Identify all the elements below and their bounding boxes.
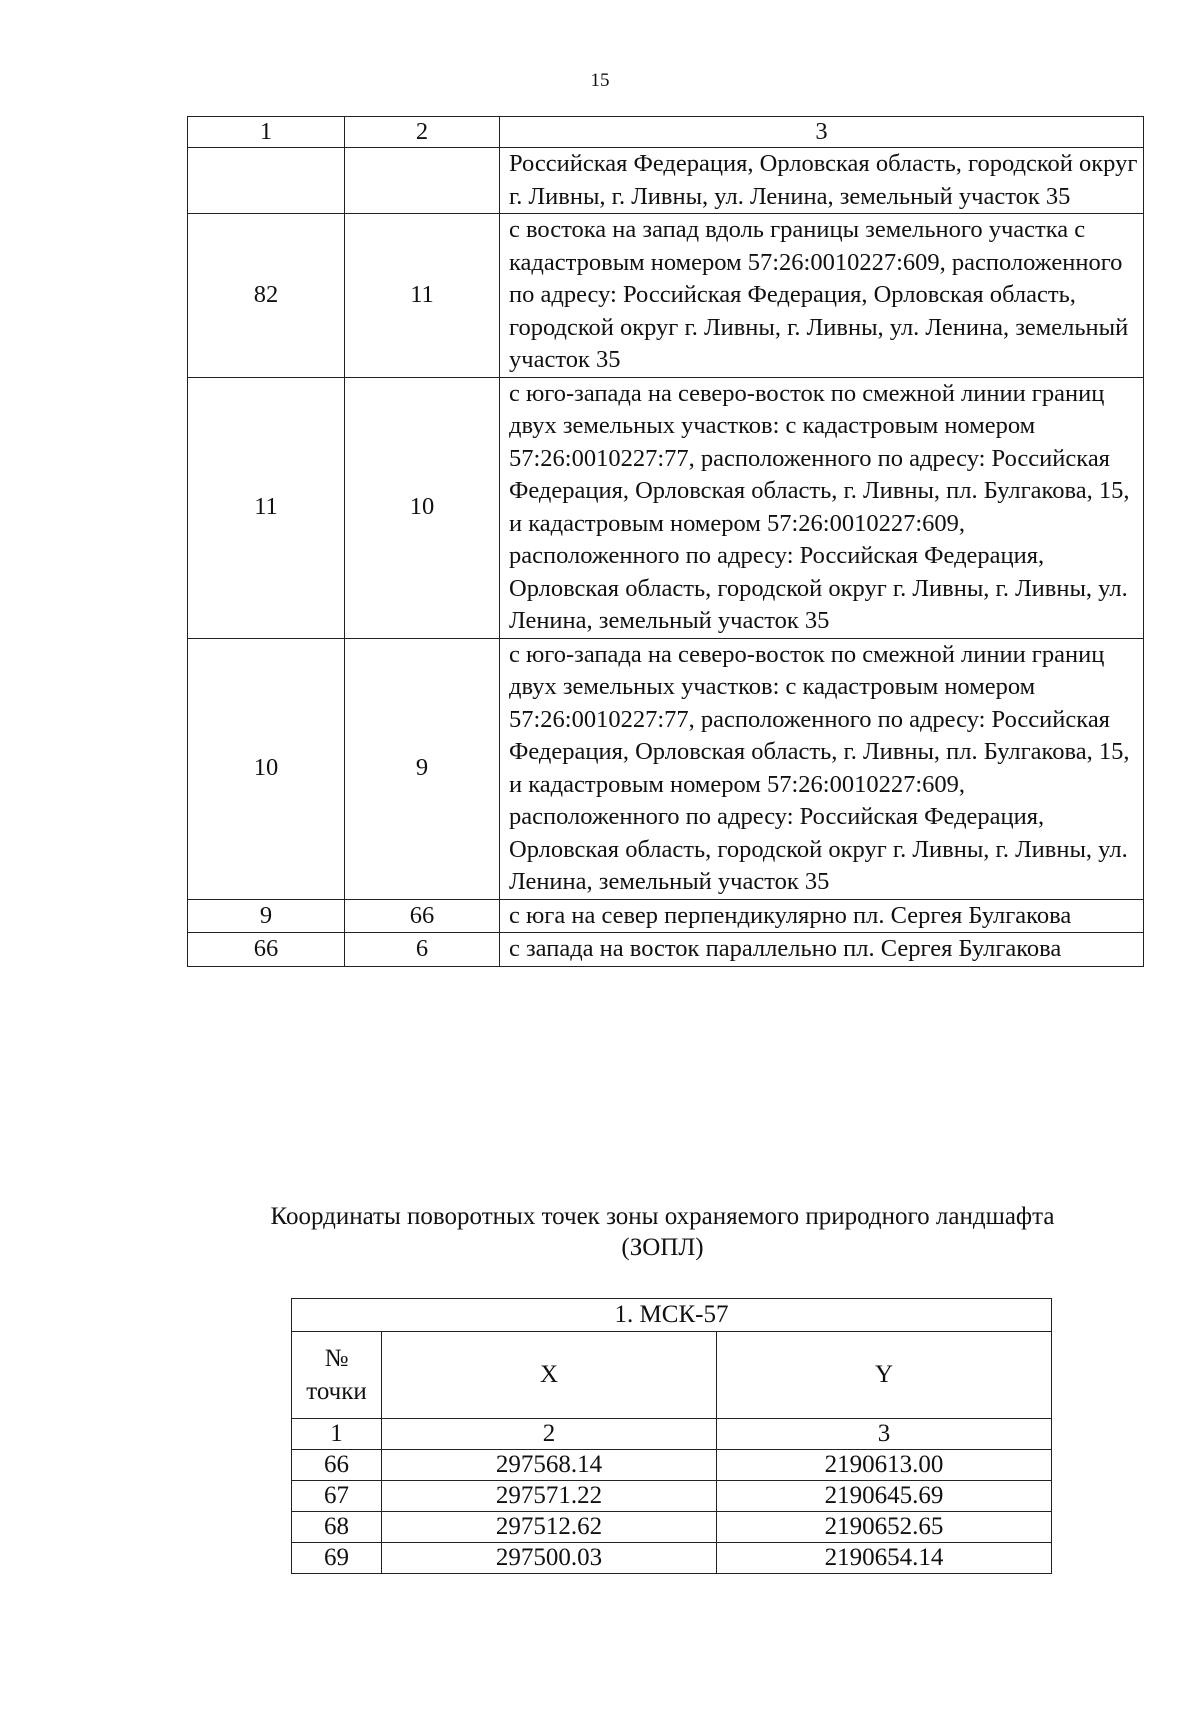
x-header: X <box>382 1332 717 1419</box>
table-row <box>188 377 1144 638</box>
to-point-cell: 11 <box>345 214 500 378</box>
x-coordinate-cell: 297500.03 <box>382 1543 717 1574</box>
column-index-2: 2 <box>345 117 500 148</box>
y-header: Y <box>717 1332 1052 1419</box>
point-number-cell: 66 <box>292 1450 382 1481</box>
table-row <box>292 1543 1052 1574</box>
page-number: 15 <box>590 70 610 91</box>
point-number-cell: 67 <box>292 1481 382 1512</box>
boundary-description-table <box>187 116 1144 967</box>
from-point-cell: 10 <box>188 638 345 899</box>
boundary-description-cell: с юго-запада на северо-восток по смежной линии границ двух земельных участков: с кадастровым номером 57:26:0010227:77, расположенного по адресу: Российская Федерация, Орловская область, г. Ливны, пл. Булгакова, 15, и кадастровым номером 57:26:0010227:609, расположенного по адресу: Российская Федерация, Орловская область, городской округ г. Ливны, г. Ливны, ул. Ленина, земельный участок 35 <box>500 377 1144 638</box>
column-index-1: 1 <box>188 117 345 148</box>
boundary-description-cell: с востока на запад вдоль границы земельного участка с кадастровым номером 57:26:0010227:609, расположенного по адресу: Российская Федерация, Орловская область, городской округ г. Ливны, г. Ливны, ул. Ленина, земельный участок 35 <box>500 214 1144 378</box>
coordinates-table <box>291 1298 1052 1574</box>
table-row <box>292 1512 1052 1543</box>
y-coordinate-cell: 2190652.65 <box>717 1512 1052 1543</box>
table-row <box>188 214 1144 378</box>
point-number-cell: 68 <box>292 1512 382 1543</box>
from-point-cell: 82 <box>188 214 345 378</box>
from-point-cell: 11 <box>188 377 345 638</box>
coordinate-system-row <box>292 1299 1052 1332</box>
y-coordinate-cell: 2190645.69 <box>717 1481 1052 1512</box>
table-row <box>292 1481 1052 1512</box>
point-label: точки <box>306 1378 367 1405</box>
from-point-cell: 9 <box>188 899 345 933</box>
table-row <box>188 933 1144 967</box>
y-coordinate-cell: 2190613.00 <box>717 1450 1052 1481</box>
column-index-1: 1 <box>292 1419 382 1450</box>
to-point-cell: 9 <box>345 638 500 899</box>
x-coordinate-cell: 297571.22 <box>382 1481 717 1512</box>
column-index-3: 3 <box>717 1419 1052 1450</box>
coordinate-system-label: 1. МСК-57 <box>292 1299 1052 1332</box>
from-point-cell: 66 <box>188 933 345 967</box>
y-coordinate-cell: 2190654.14 <box>717 1543 1052 1574</box>
number-sign: № <box>324 1345 349 1372</box>
boundary-description-cell: с юго-запада на северо-восток по смежной линии границ двух земельных участков: с кадастровым номером 57:26:0010227:77, расположенного по адресу: Российская Федерация, Орловская область, г. Ливны, пл. Булгакова, 15, и кадастровым номером 57:26:0010227:609, расположенного по адресу: Российская Федерация, Орловская область, городской округ г. Ливны, г. Ливны, ул. Ленина, земельный участок 35 <box>500 638 1144 899</box>
table-row <box>292 1450 1052 1481</box>
to-point-cell: 66 <box>345 899 500 933</box>
column-index-2: 2 <box>382 1419 717 1450</box>
table-row <box>188 148 1144 214</box>
column-index-3: 3 <box>500 117 1144 148</box>
section-heading-subline: (ЗОПЛ) <box>621 1234 704 1261</box>
boundary-description-cell: Российская Федерация, Орловская область, городской округ г. Ливны, г. Ливны, ул. Ленина, земельный участок 35 <box>500 148 1144 214</box>
point-number-header <box>292 1332 382 1419</box>
from-point-cell <box>188 148 345 214</box>
table-header-row <box>292 1332 1052 1419</box>
to-point-cell: 10 <box>345 377 500 638</box>
x-coordinate-cell: 297568.14 <box>382 1450 717 1481</box>
section-heading-line: Координаты поворотных точек зоны охраняемого природного ландшафта <box>270 1203 1055 1230</box>
x-coordinate-cell: 297512.62 <box>382 1512 717 1543</box>
to-point-cell: 6 <box>345 933 500 967</box>
section-heading <box>150 1201 1175 1263</box>
column-index-row <box>292 1419 1052 1450</box>
table-row <box>188 899 1144 933</box>
table-row <box>188 638 1144 899</box>
table-header-row <box>188 117 1144 148</box>
boundary-description-cell: с юга на север перпендикулярно пл. Сергея Булгакова <box>500 899 1144 933</box>
boundary-description-cell: с запада на восток параллельно пл. Сергея Булгакова <box>500 933 1144 967</box>
to-point-cell <box>345 148 500 214</box>
point-number-cell: 69 <box>292 1543 382 1574</box>
